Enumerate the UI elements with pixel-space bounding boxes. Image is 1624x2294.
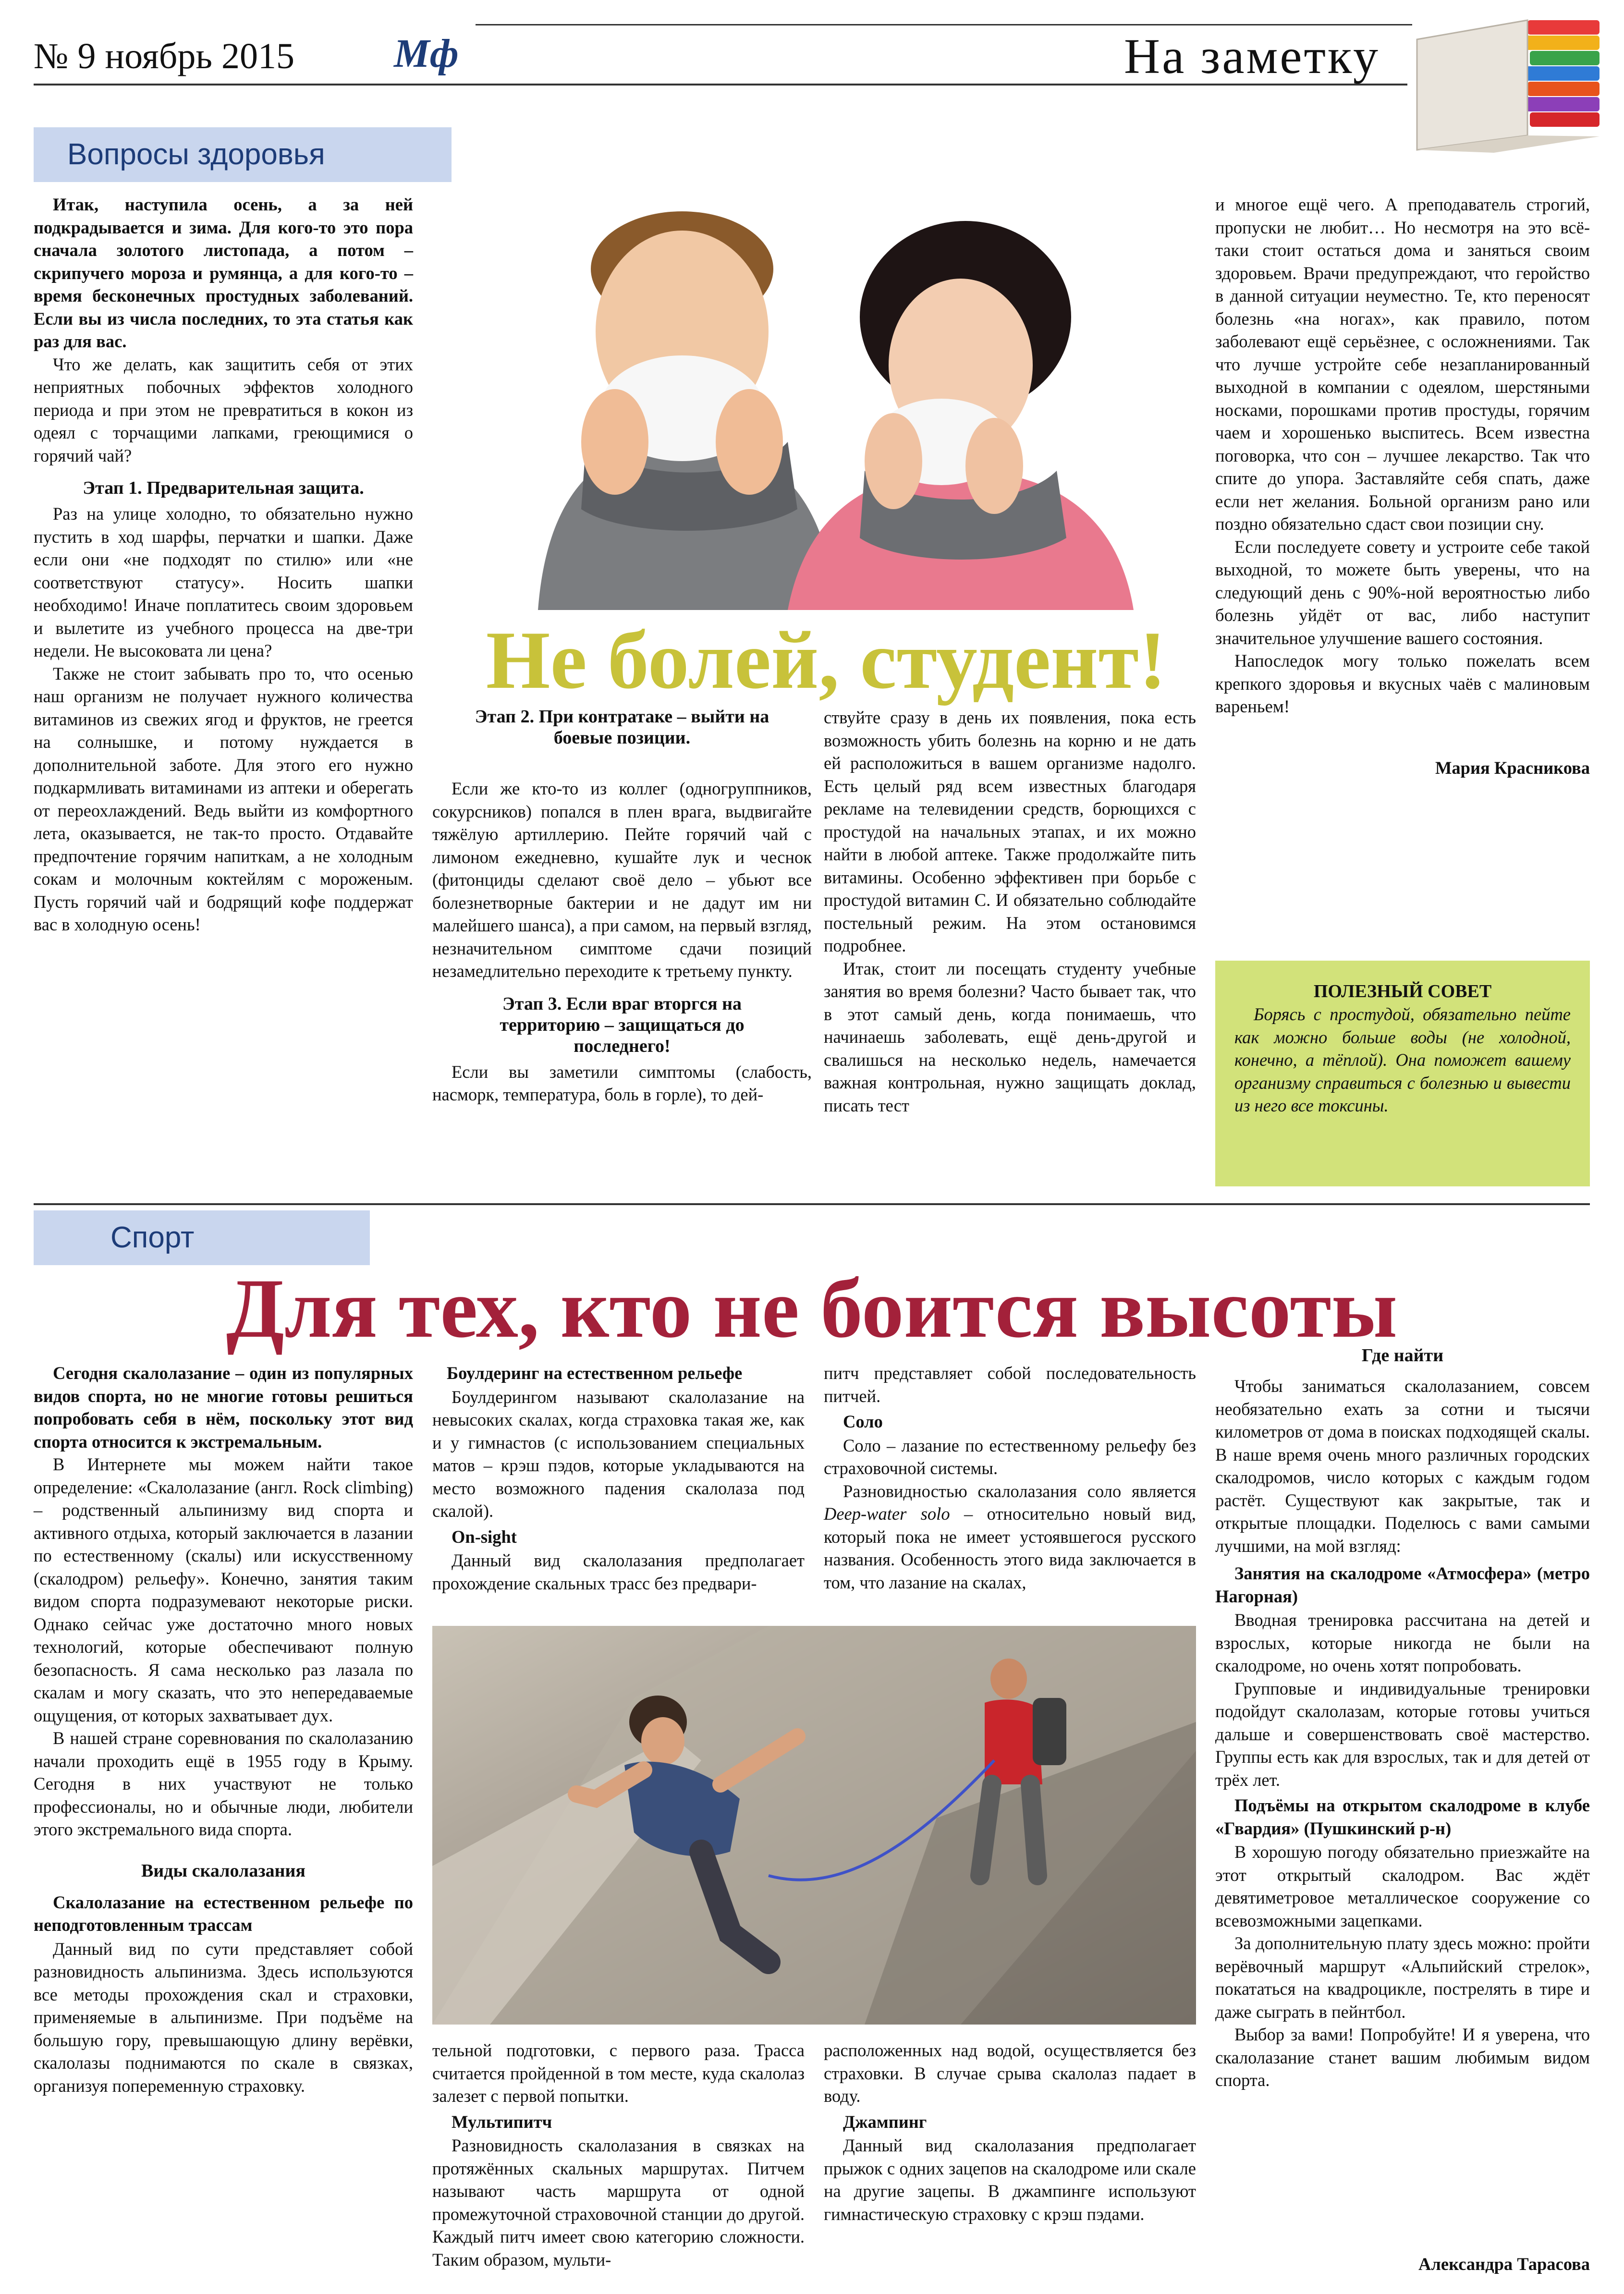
- health-stage-1-heading: Этап 1. Предварительная защита.: [83, 478, 364, 498]
- health-column-3: [824, 706, 1196, 1117]
- sport-column-1: [34, 1362, 413, 2097]
- health-paragraph: и многое ещё чего. А преподаватель строгий, пропуски не любит… Но несмотря на это всё-таки стоит остаться дома и заняться своим здоровьем. Врачи предупреждают, что геройство в данной ситуации неуместно. Те, кто переносят болезнь «на ногах», как правило, потом заболевают ещё серьёзнее, с осложнениями. Так что лучше устройте себе незапланированный выходной в компании с одеялом, шерстяными носками, порошками против простуды, горячим чаем и хорошенько выспитесь. Всем известна поговорка, что сон – лучшее лекарство. Так что спите до упора. Заставляйте себя спать, даже если нет желания. Больной организм рано или поздно обязательно сдаст свои позиции сну.: [1215, 195, 1590, 534]
- header-rule-top: [476, 24, 1412, 25]
- sport-paragraph: расположенных над водой, осуществляется без страховки. В случае срыва скалолаз падает в воду.: [824, 2040, 1196, 2106]
- health-paragraph: Напоследок могу только пожелать всем крепкого здоровья и вкусных чаёв с малиновым вареньем!: [1215, 651, 1590, 716]
- section-divider: [34, 1203, 1590, 1205]
- health-author: Мария Красникова: [1435, 757, 1590, 778]
- sport-subheading: Джампинг: [843, 2111, 927, 2132]
- health-paragraph: Если последуете совету и устроите себе такой выходной, то можете быть уверены, что на следующий день с 90%-ной вероятностью либо болезнь уйдёт от вас, либо наступит значительное улучшение вашего состояния.: [1215, 537, 1590, 648]
- section-title: На заметку: [1124, 29, 1380, 84]
- sick-couple-photo: [480, 173, 1172, 610]
- sport-column-3-top: [824, 1362, 1196, 1594]
- sport-paragraph: В хорошую погоду обязательно приезжайте на этот открытый скалодром. Вас ждёт девятиметровое металлическое сооружение со всевозможными зацепками.: [1215, 1842, 1590, 1930]
- sport-paragraph: Выбор за вами! Попробуйте! И я уверена, что скалолазание станет вашим любимым видом спорта.: [1215, 2025, 1590, 2090]
- sport-author: Александра Тарасова: [1418, 2254, 1590, 2274]
- sport-column-2-bottom: [432, 2039, 805, 2271]
- sport-subheading: Соло: [843, 1412, 883, 1431]
- sport-paragraph: Чтобы заниматься скалолазанием, совсем необязательно ехать за сотни и тысячи километров от дома в поисках подходящей скалы. В наше время очень много различных городских скалодромов, число которых с каждым годом растёт. Существуют как закрытые, так и открытые площадки. Поделюсь с вами самыми лучшими, на мой взгляд:: [1215, 1376, 1590, 1556]
- sport-paragraph: Данный вид по сути представляет собой разновидность альпинизма. Здесь используются все методы прохождения скал и страховки, применяемые в альпинизме. При подъёме на большую гору, превышающую длину верёвки, скалолазы поднимаются по скале в связках, организуя попеременную страховку.: [34, 1939, 413, 2096]
- sport-paragraph: За дополнительную плату здесь можно: пройти верёвочный маршрут «Альпийский стрелок», покататься на квадроцикле, пострелять в тире и даже сыграть в пейнтбол.: [1215, 1933, 1590, 2022]
- sport-paragraph: Разновидность скалолазания в связках на протяжённых скальных маршрутах. Питчем называют часть маршрута от одной промежуточной страховочной станции до другой. Каждый питч имеет свою категорию сложности. Таким образом, мульти-: [432, 2135, 805, 2270]
- tip-text: Борясь с простудой, обязательно пейте как можно больше воды (не холодной, конечно, а тёплой). Она поможет вашему организму справиться с болезнью и вывести из него все токсины.: [1234, 1004, 1571, 1115]
- health-column-4: [1215, 193, 1590, 779]
- sport-types-heading: Виды скалолазания: [141, 1860, 305, 1881]
- where-to-find-heading: Где найти: [1361, 1345, 1444, 1366]
- health-paragraph: Что же делать, как защитить себя от этих неприятных побочных эффектов холодного периода и при этом не превратиться в кокон из одеял с торчащими лапками, греющимися о горячий чай?: [34, 354, 413, 465]
- sport-subheading: Подъёмы на открытом скалодроме в клубе «Гвардия» (Пушкинский р-н): [1215, 1795, 1590, 1838]
- sport-rubric: Спорт: [34, 1210, 370, 1265]
- tip-title: ПОЛЕЗНЫЙ СОВЕТ: [1313, 981, 1492, 1001]
- health-paragraph: Итак, стоит ли посещать студенту учебные занятия во время болезни? Часто бывает так, что в этот самый день, когда понимаешь, что начинаешь заболевать, ещё день-другой и свалишься на несколько недель, намечается важная контрольная, нужно защищать доклад, писать тест: [824, 958, 1196, 1115]
- health-stage-2-heading: Этап 2. При контратаке – выйти на боевые позиции.: [475, 707, 769, 748]
- sport-paragraph: Вводная тренировка рассчитана на детей и взрослых, которые никогда не были на скалодроме, но очень хотят попробовать.: [1215, 1610, 1590, 1675]
- sport-paragraph: Данный вид скалолазания предполагает прохождение скальных трасс без предвари-: [432, 1550, 805, 1593]
- climbers-photo: [432, 1626, 1196, 2025]
- sport-paragraph: Соло – лазание по естественному рельефу без страховочной системы.: [824, 1435, 1196, 1478]
- issue-date: № 9 ноябрь 2015: [34, 36, 295, 76]
- health-column-1: [34, 193, 413, 936]
- sport-column-4: [1215, 1345, 1590, 2092]
- health-paragraph: ствуйте сразу в день их появления, пока есть возможность убить болезнь на корню и не дать ей расположиться в вашем организме надолго. Есть целый ряд всем известных благодаря рекламе на телевидении средств, борющихся с простудой на начальных этапах, и их можно найти в любой аптеке. Также продолжайте пить витамины. Особенно эффективен при борьбе с простудой витамин С. И обязательно соблюдайте постельный режим. На этом остановимся подробнее.: [824, 708, 1196, 955]
- sport-subheading: Скалолазание на естественном рельефе по неподготовленным трассам: [34, 1892, 413, 1935]
- sport-text: – относительно новый вид, который пока не имеет устоявшегося русского названия. Особенность этого вида заключается в том, что лазание на скалах,: [824, 1504, 1196, 1592]
- sport-subheading: Мультипитч: [452, 2111, 552, 2132]
- health-paragraph: Раз на улице холодно, то обязательно нужно пустить в ход шарфы, перчатки и шапки. Даже если они «не подходят по стилю» или «не соответствуют статусу». Носить шапки необходимо! Иначе поплатитесь своим здоровьем и вылетите из учебного процесса на две-три недели. Не высоковата ли цена?: [34, 504, 413, 660]
- health-stage-3-heading: Этап 3. Если враг вторгся на территорию – защищаться до последнего!: [500, 993, 745, 1056]
- sport-lead: Сегодня скалолазание – один из популярных видов спорта, но не многие готовы решиться попробовать себя в нём, поскольку этот вид спорта относится к экстремальным.: [34, 1363, 413, 1452]
- health-paragraph: Если вы заметили симптомы (слабость, насморк, температура, боль в горле), то дей-: [432, 1062, 812, 1104]
- health-article-title: Не болей, студент!: [486, 615, 1167, 706]
- health-paragraph: Если же кто-то из коллег (одногруппников, сокурсников) попался в плен врага, выдвигайте тяжёлую артиллерию. Пейте горячий чай с лимоном ежедневно, кушайте лук и чеснок (фитонциды сделают своё дело – убьют все болезнетворные бактерии и не дадут им ни малейшего шанса), а при самом, на первый взгляд, незначительном симптоме сдачи позиций незамедлительно переходите к третьему пункту.: [432, 779, 812, 981]
- masthead-logo: Мф: [394, 31, 459, 76]
- sport-paragraph: питч представляет собой последовательность питчей.: [824, 1363, 1196, 1406]
- sport-paragraph: Боулдерингом называют скалолазание на невысоких скалах, когда страховка такая же, как и у гимнастов (с использованием специальных матов – крэш пэдов, которые укладываются на место возможного падения скалолаза под скалой).: [432, 1387, 805, 1521]
- sport-term: Deep-water solo: [824, 1504, 950, 1524]
- books-stack-icon: [1407, 11, 1609, 155]
- sport-paragraph: тельной подготовки, с первого раза. Трасса считается пройденной в том месте, куда скалолаз залезет с первой попытки.: [432, 2040, 805, 2106]
- sport-column-3-bottom: [824, 2039, 1196, 2225]
- tip-box: [1215, 961, 1590, 1186]
- health-paragraph: Также не стоит забывать про то, что осенью наш организм не получает нужного количества витаминов из свежих ягод и фруктов, не греется на солнышке, и потому нуждается в дополнительной заботе. Для этого его нужно подкармливать витаминами из аптеки и оберегать от переохлаждений. Ведь выйти из комфортного лета, оказывается, не так-то просто. Отдавайте предпочтение горячим напиткам, а не холодным сокам и молочным коктейлям с мороженым. Пусть горячий чай и бодрящий кофе поддержат вас в холодную осень!: [34, 663, 413, 934]
- sport-article-title: Для тех, кто не боится высоты: [226, 1262, 1398, 1355]
- sport-paragraph: Данный вид скалолазания предполагает прыжок с одних зацепов на скалодроме или скале на другие зацепы. В джампинге используют гимнастическую страховку с крэш пэдами.: [824, 2135, 1196, 2224]
- health-column-2: [432, 706, 812, 1106]
- health-lead: Итак, наступила осень, а за ней подкрадывается и зима. Для кого-то это пора сначала золотого листопада, а потом – скрипучего мороза и румянца, а для кого-то – время бесконечных простудных заболеваний. Если вы из числа последних, то эта статья как раз для вас.: [34, 195, 413, 351]
- sport-paragraph: В Интернете мы можем найти такое определение: «Скалолазание (англ. Rock climbing) – родственный альпинизму вид спорта и активного отдыха, который заключается в лазании по естественному (скалы) или искусственному (скалодром) рельефу». Конечно, занятия таким видом спорта подразумевают некоторые риски. Однако сейчас уже достаточно много новых технологий, которые обеспечивают полную безопасность. Я сама несколько раз лазала по скалам и могу сказать, что это непередаваемые ощущения, от которых захватывает дух.: [34, 1454, 413, 1725]
- sport-paragraph: Групповые и индивидуальные тренировки подойдут скалолазам, которые готовы учиться дальше и совершенствовать своё мастерство. Группы есть как для взрослых, так и для детей от трёх лет.: [1215, 1678, 1590, 1790]
- health-rubric: Вопросы здоровья: [34, 127, 452, 182]
- sport-paragraph: [824, 1480, 1196, 1594]
- sport-text: Разновидностью скалолазания соло является: [843, 1481, 1196, 1501]
- sport-paragraph: В нашей стране соревнования по скалолазанию начали проходить ещё в 1955 году в Крыму. Сегодня в них участвуют не только профессионалы, но и обычные люди, любители этого экстремального вида спорта.: [34, 1728, 413, 1839]
- sport-subheading: Боулдеринг на естественном рельефе: [447, 1363, 743, 1383]
- sport-subheading: Занятия на скалодроме «Атмосфера» (метро Нагорная): [1215, 1563, 1590, 1606]
- sport-column-2-top: [432, 1362, 805, 1595]
- sport-subheading: On-sight: [452, 1526, 517, 1547]
